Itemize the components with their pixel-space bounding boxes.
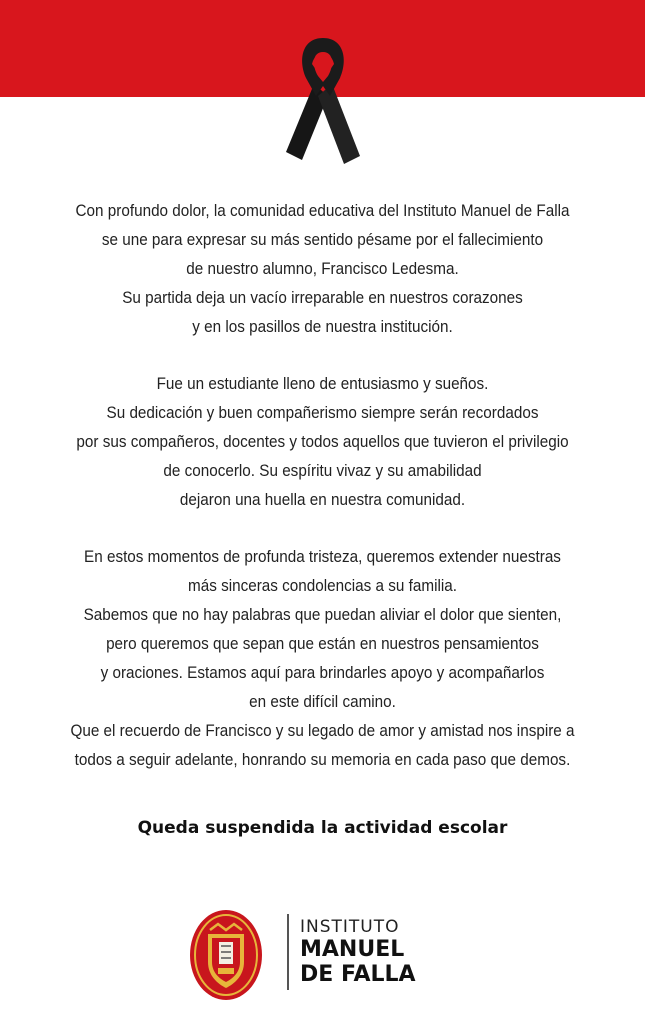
suspension-notice: Queda suspendida la actividad escolar: [137, 818, 508, 838]
text-line: en este difícil camino.: [249, 692, 396, 711]
brand-line-de-falla: DE FALLA: [300, 962, 416, 987]
condolence-message: [44, 196, 601, 774]
text-line: dejaron una huella en nuestra comunidad.: [179, 490, 466, 509]
text-line: y en los pasillos de nuestra institución.: [192, 317, 453, 336]
text-line: pero queremos que sepan que están en nuestros pensamientos: [106, 634, 539, 653]
paragraph-3: [44, 542, 601, 774]
mourning-ribbon-icon: [280, 34, 366, 168]
logo-divider: [287, 914, 289, 990]
brand-line-manuel: MANUEL: [300, 937, 405, 962]
text-line: todos a seguir adelante, honrando su memoria en cada paso que demos.: [74, 750, 571, 769]
text-line: Su dedicación y buen compañerismo siempre serán recordados: [106, 403, 539, 422]
text-line: Que el recuerdo de Francisco y su legado de amor y amistad nos inspire a: [70, 721, 575, 740]
text-line: En estos momentos de profunda tristeza, queremos extender nuestras: [84, 547, 561, 566]
brand-wordmark: [300, 917, 416, 987]
text-line: más sinceras condolencias a su familia.: [188, 576, 457, 595]
text-line: Con profundo dolor, la comunidad educativa del Instituto Manuel de Falla: [75, 201, 570, 220]
paragraph-2: [44, 369, 601, 514]
text-line: de conocerlo. Su espíritu vivaz y su amabilidad: [163, 461, 482, 480]
school-crest-icon: [188, 908, 264, 1002]
paragraph-1: [44, 196, 601, 341]
text-line: de nuestro alumno, Francisco Ledesma.: [186, 259, 459, 278]
text-line: y oraciones. Estamos aquí para brindarles apoyo y acompañarlos: [100, 663, 545, 682]
text-line: Su partida deja un vacío irreparable en nuestros corazones: [122, 288, 523, 307]
text-line: se une para expresar su más sentido pésame por el fallecimiento: [101, 230, 544, 249]
text-line: Sabemos que no hay palabras que puedan aliviar el dolor que sienten,: [83, 605, 562, 624]
text-line: por sus compañeros, docentes y todos aquellos que tuvieron el privilegio: [76, 432, 569, 451]
brand-line-instituto: INSTITUTO: [300, 917, 400, 937]
text-line: Fue un estudiante lleno de entusiasmo y sueños.: [156, 374, 489, 393]
footer-logo: [0, 900, 645, 1010]
